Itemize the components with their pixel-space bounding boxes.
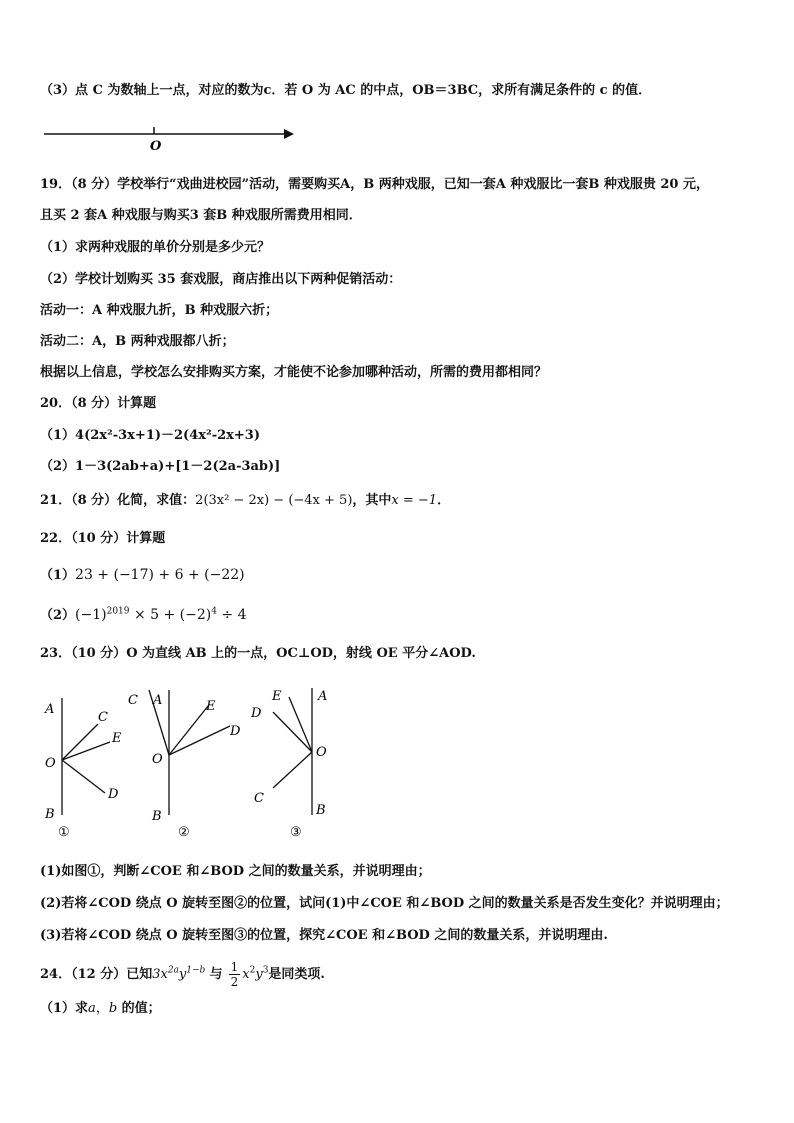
q22-part1-expression: 23 + (−17) + 6 + (−22): [75, 567, 245, 583]
fig3-point-e: E: [272, 689, 282, 704]
q24-term2-exp-y: 3: [262, 965, 269, 976]
q23-part3: (3)若将∠COD 绕点 O 旋转至图③的位置，探究∠COE 和∠BOD 之间的数量关系，并说明理由.: [40, 928, 608, 943]
q24-prefix: 24．（12 分）已知: [40, 967, 153, 982]
q24-part1-end: 的值；: [117, 1001, 161, 1016]
fig3-label: ③: [290, 825, 302, 840]
number-line: [40, 120, 310, 156]
q24-stem: [40, 960, 325, 990]
q24-fraction-numerator: 1: [230, 960, 239, 974]
q19-stem-line2: 且买 2 套A 种戏服与购买3 套B 种戏服所需费用相同．: [40, 208, 362, 223]
fig1-point-o: O: [45, 756, 56, 771]
q23-figure-2: [120, 680, 260, 845]
q22-part2-exponent1: 2019: [106, 606, 130, 617]
fig1-point-a: A: [45, 702, 55, 717]
fig2-point-e: E: [206, 699, 216, 714]
q19-stem-line1: 19．（8 分）学校举行“戏曲进校园”活动，需要购买A，B 两种戏服，已知一套A 种戏服比一套B 种戏服贵 20 元，: [40, 177, 709, 192]
fig3-point-b: B: [316, 803, 326, 818]
q22-part2-exponent2: 4: [211, 606, 217, 617]
q21-mid: ，其中: [352, 493, 392, 508]
q24-end: 是同类项.: [268, 967, 325, 982]
q24-term1-exp-x: 2a: [167, 965, 179, 976]
fig1-point-c: C: [98, 710, 108, 725]
q24-part1-label: （1）求: [40, 1001, 89, 1016]
q22-part2-base1: (−1): [75, 607, 107, 623]
fig3-point-d: D: [251, 706, 262, 721]
fig1-label: ①: [58, 825, 70, 840]
q19-activity2: 活动二：A，B 两种戏服都八折；: [40, 334, 235, 349]
fig2-point-a: A: [153, 693, 163, 708]
q24-part1-b: b: [108, 1001, 118, 1016]
q18-part3: （3）点 C 为数轴上一点，对应的数为c．若 O 为 AC 的中点，OB＝3BC，求所有满足条件的 c 的值．: [40, 83, 652, 98]
fig2-point-d: D: [230, 724, 241, 739]
q21-condition: x = −1: [391, 493, 438, 508]
q22-part2-tail: ÷ 4: [216, 607, 247, 623]
fig3-point-o: O: [316, 745, 327, 760]
q22-part1: [40, 566, 245, 585]
q19-part1: （1）求两种戏服的单价分别是多少元？: [40, 240, 271, 255]
q22-title: 22．（10 分）计算题: [40, 531, 166, 546]
q23-part2: (2)若将∠COD 绕点 O 旋转至图②的位置，试问(1)中∠COE 和∠BOD 之间的数量关系是否发生变化？并说明理由；: [40, 896, 729, 911]
q22-part2-middle: × 5 + (−2): [129, 607, 212, 623]
q20-part2: （2）1－3(2ab+a)+[1－2(2a-3ab)]: [40, 459, 281, 474]
q21-end: ．: [437, 493, 451, 508]
fig1-point-d: D: [108, 787, 119, 802]
q24-term2-y: y: [255, 967, 263, 982]
q21-prefix: 21．（8 分）化简，求值：: [40, 493, 196, 508]
q24-part1-sep: ，: [95, 1001, 109, 1016]
q19-activity1: 活动一：A 种戏服九折，B 种戏服六折；: [40, 303, 279, 318]
q21-expression: 2(3x² − 2x) − (−4x + 5): [195, 493, 353, 508]
fig2-point-o: O: [152, 752, 163, 767]
fig2-label: ②: [178, 825, 190, 840]
q23-figure-3: [245, 680, 355, 845]
q24-term2-x: x: [242, 967, 250, 982]
q20-part1: （1）4(2x²-3x+1)－2(4x²-2x+3): [40, 428, 260, 443]
q22-part1-label: （1）: [40, 568, 76, 583]
fig2-point-c: C: [128, 693, 138, 708]
q22-part2: [40, 606, 247, 625]
q24-mid: 与: [209, 967, 223, 982]
q21-line: [40, 492, 450, 510]
q24-term1-coef: 3x: [152, 967, 168, 982]
q19-part2: （2）学校计划购买 35 套戏服，商店推出以下两种促销活动：: [40, 272, 402, 287]
fig3-point-a: A: [318, 689, 328, 704]
fig3-point-c: C: [254, 791, 264, 806]
q23-stem: 23．（10 分）O 为直线 AB 上的一点，OC⊥OD，射线 OE 平分∠AOD.: [40, 646, 476, 661]
q19-question: 根据以上信息，学校怎么安排购买方案，才能使不论参加哪种活动，所需的费用都相同？: [40, 365, 548, 380]
q24-term1-exp-y: 1−b: [186, 965, 206, 976]
q24-fraction-denominator: 2: [230, 975, 239, 989]
q22-part2-label: （2）: [40, 608, 76, 623]
q24-term2-exp-x: 2: [249, 965, 256, 976]
q24-part1: [40, 1000, 161, 1018]
fig1-point-e: E: [112, 731, 122, 746]
q24-part1-a: a: [88, 1001, 96, 1016]
fig2-point-b: B: [152, 809, 162, 824]
fig1-point-b: B: [45, 807, 55, 822]
q20-title: 20．（8 分）计算题: [40, 396, 157, 411]
q23-part1: (1)如图①，判断∠COE 和∠BOD 之间的数量关系，并说明理由；: [40, 864, 431, 879]
origin-label: O: [150, 139, 162, 154]
q24-term1-y: y: [178, 967, 187, 982]
q24-fraction: [229, 960, 241, 989]
